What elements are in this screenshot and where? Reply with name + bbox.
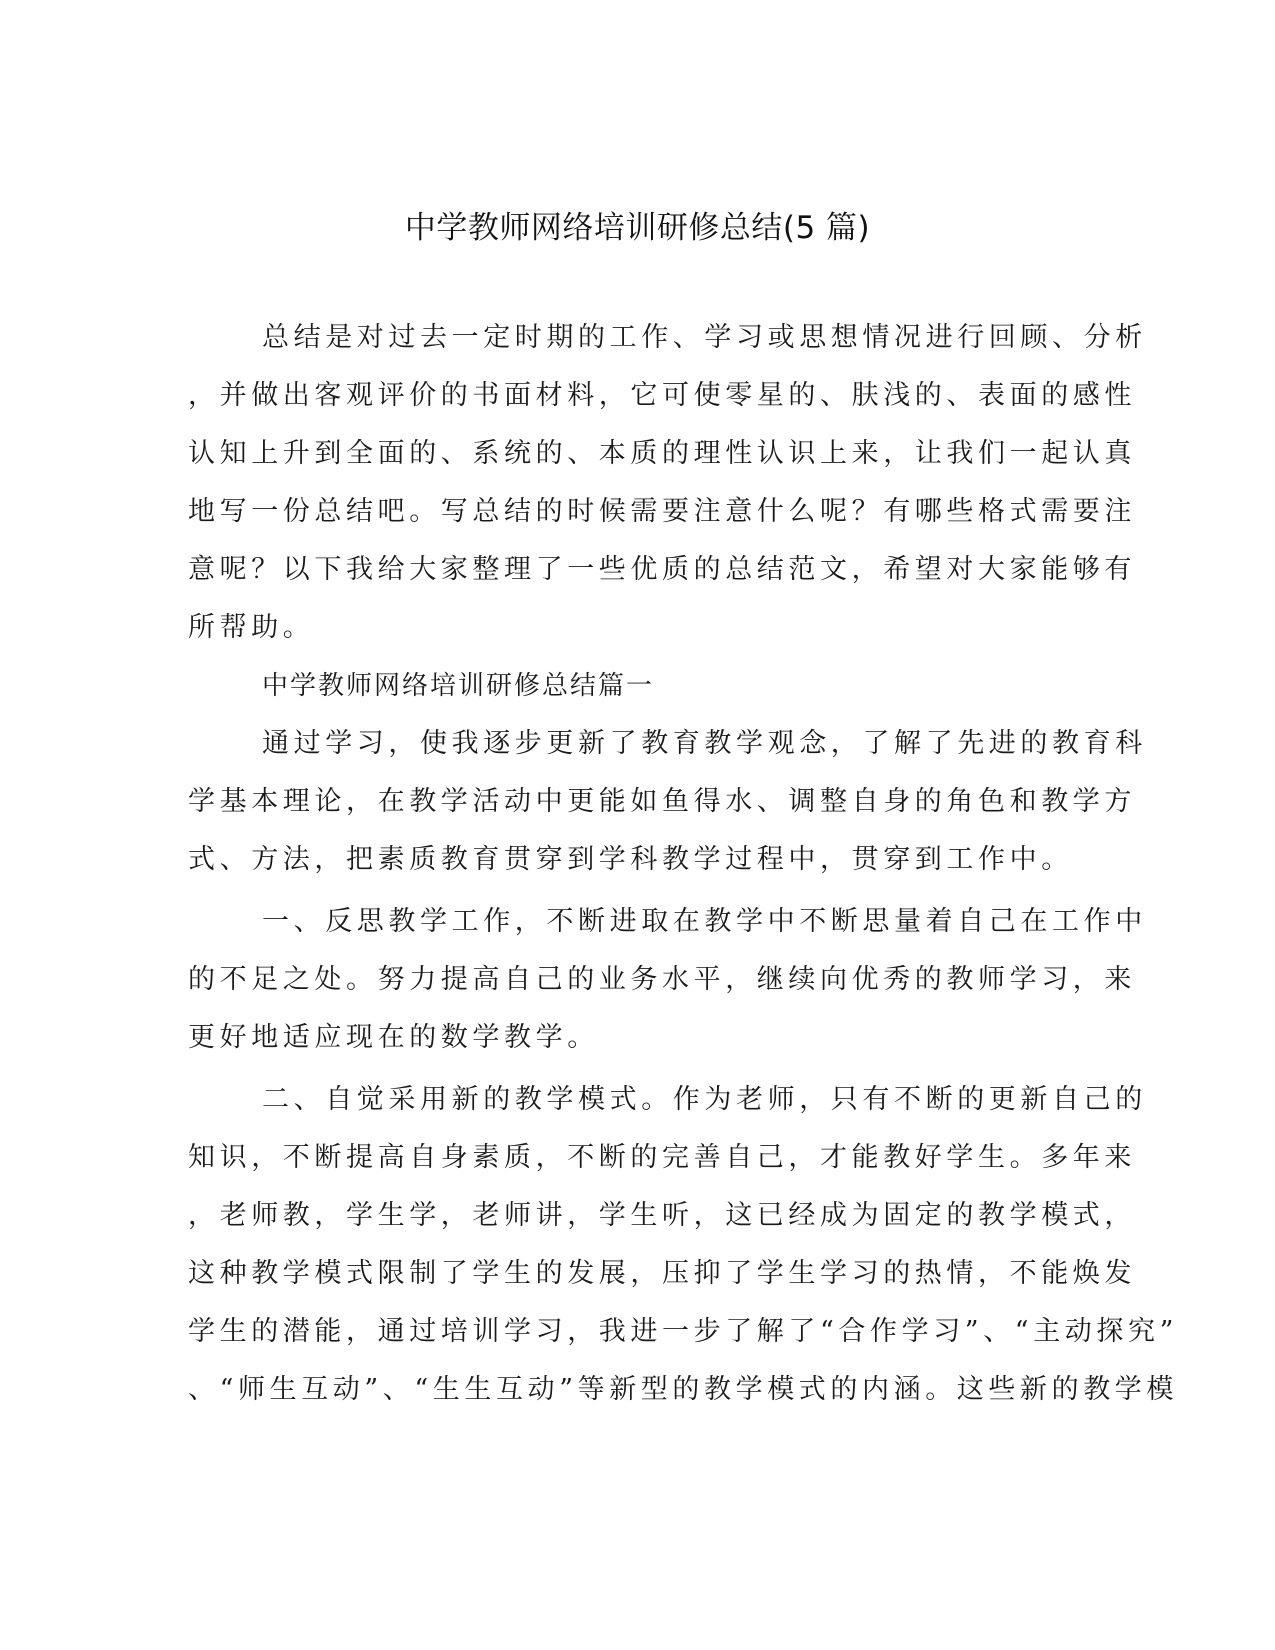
body-paragraph-line: 学生的潜能，通过培训学习，我进一步了解了“合作学习”、“主动探究” (188, 1316, 1179, 1347)
body-paragraph-line: 一、反思教学工作，不断进取在教学中不断思量着自己在工作中 (262, 906, 1147, 937)
body-paragraph-line: 更好地适应现在的数学教学。 (188, 1022, 599, 1053)
intro-paragraph-line: 意呢？以下我给大家整理了一些优质的总结范文，希望对大家能够有 (188, 554, 1136, 585)
intro-paragraph-line: 认知上升到全面的、系统的、本质的理性认识上来，让我们一起认真 (188, 438, 1136, 469)
intro-paragraph-line: 总结是对过去一定时期的工作、学习或思想情况进行回顾、分析 (262, 322, 1147, 353)
body-paragraph-line: 通过学习，使我逐步更新了教育教学观念，了解了先进的教育科 (262, 728, 1147, 759)
body-paragraph-line: 的不足之处。努力提高自己的业务水平，继续向优秀的教师学习，来 (188, 964, 1136, 995)
body-paragraph-line: 二、自觉采用新的教学模式。作为老师，只有不断的更新自己的 (262, 1084, 1147, 1115)
intro-paragraph-line: 所帮助。 (188, 612, 315, 643)
document-title: 中学教师网络培训研修总结(5 篇) (404, 210, 871, 246)
body-paragraph-line: 、“师生互动”、“生生互动”等新型的教学模式的内涵。这些新的教学模 (188, 1374, 1179, 1405)
body-paragraph-line: 这种教学模式限制了学生的发展，压抑了学生学习的热情，不能焕发 (188, 1258, 1136, 1289)
intro-paragraph-line: 地写一份总结吧。写总结的时候需要注意什么呢？有哪些格式需要注 (188, 496, 1136, 527)
body-paragraph-line: 学基本理论，在教学活动中更能如鱼得水、调整自身的角色和教学方 (188, 786, 1136, 817)
body-paragraph-line: 知识，不断提高自身素质，不断的完善自己，才能教好学生。多年来 (188, 1142, 1136, 1173)
body-paragraph-line: ，老师教，学生学，老师讲，学生听，这已经成为固定的教学模式， (188, 1200, 1136, 1231)
section-heading: 中学教师网络培训研修总结篇一 (262, 671, 655, 701)
intro-paragraph-line: ，并做出客观评价的书面材料，它可使零星的、肤浅的、表面的感性 (188, 380, 1136, 411)
body-paragraph-line: 式、方法，把素质教育贯穿到学科教学过程中，贯穿到工作中。 (188, 844, 1073, 875)
